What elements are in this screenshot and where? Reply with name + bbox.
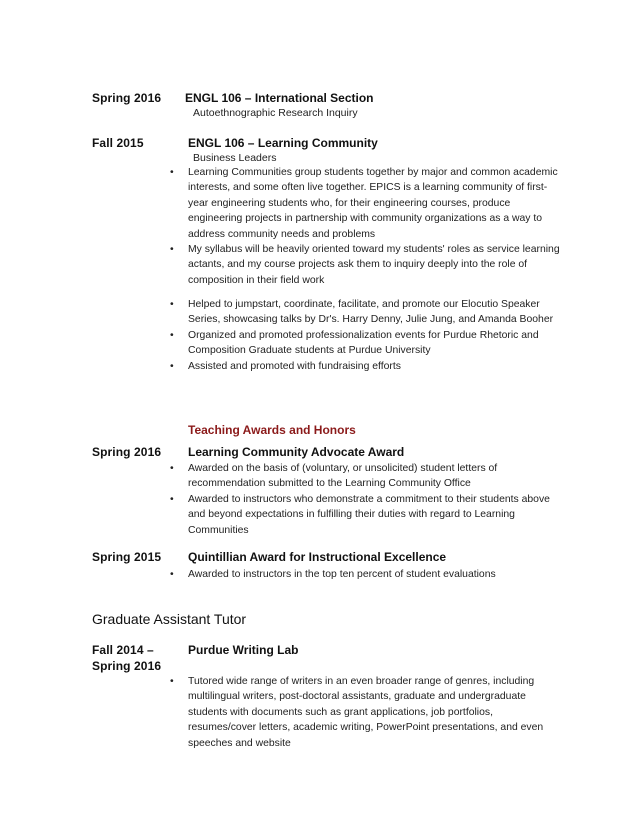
entry-subtitle: Business Leaders	[193, 152, 277, 164]
bullet-list	[170, 297, 560, 374]
entry-date: Spring 2016	[92, 91, 162, 105]
bullet-list	[170, 461, 560, 538]
list-item: • Awarded on the basis of (voluntary, or unsolicited) student letters of recommendation submitted to the Learning Community Office	[170, 461, 560, 492]
entry-title: ENGL 106 – Learning Community	[188, 136, 378, 150]
list-item: • Tutored wide range of writers in an even broader range of genres, including multilingual writers, post-doctoral assistants, graduate and undergraduate students with documents such as grant applications, job portfolios, resumes/cover letters, academic writing, PowerPoint presentations, and even speeches and website	[170, 674, 560, 751]
entry-date: Fall 2014 –	[92, 643, 154, 657]
list-item: • Helped to jumpstart, coordinate, facilitate, and promote our Elocutio Speaker Series, showcasing talks by Dr's. Harry Denny, Julie Jung, and Amanda Booher	[170, 297, 560, 328]
entry-date: Spring 2016	[92, 445, 162, 459]
entry-date: Spring 2016	[92, 659, 162, 673]
bullet-icon: •	[170, 299, 174, 310]
entry-date: Spring 2015	[92, 550, 162, 564]
section-heading: Graduate Assistant Tutor	[92, 611, 247, 627]
list-item: • Learning Communities group students together by major and common academic interests, and some often live together. EPICS is a learning community of first-year engineering students who, for their engineering courses, produce engineering projects in partnership with community organizations as a way to address community needs and problems	[170, 165, 560, 242]
list-item: • Assisted and promoted with fundraising efforts	[170, 359, 560, 374]
list-item: • Awarded to instructors who demonstrate a commitment to their students above and beyond expectations in fulfilling their duties with regard to Learning Communities	[170, 492, 560, 538]
list-item: • Awarded to instructors in the top ten percent of student evaluations	[170, 567, 560, 582]
entry-date: Fall 2015	[92, 136, 144, 150]
bullet-icon: •	[170, 463, 174, 474]
bullet-icon: •	[170, 493, 174, 505]
entry-title: ENGL 106 – International Section	[185, 91, 374, 105]
bullet-icon: •	[170, 244, 174, 256]
bullet-icon: •	[170, 676, 174, 687]
bullet-icon: •	[170, 329, 174, 341]
bullet-icon: •	[170, 569, 174, 580]
entry-title: Purdue Writing Lab	[188, 643, 299, 657]
bullet-icon: •	[170, 167, 174, 178]
list-item: • Organized and promoted professionalization events for Purdue Rhetoric and Composition Graduate students at Purdue University	[170, 328, 560, 359]
entry-subtitle: Autoethnographic Research Inquiry	[193, 107, 358, 119]
entry-title: Learning Community Advocate Award	[188, 445, 405, 459]
section-heading: Teaching Awards and Honors	[188, 423, 356, 437]
list-item: • My syllabus will be heavily oriented toward my students' roles as service learning actants, and my course projects ask them to inquiry deeply into the role of composition in their field work	[170, 242, 560, 288]
bullet-icon: •	[170, 360, 174, 372]
bullet-list	[170, 165, 560, 288]
bullet-list	[170, 567, 560, 582]
bullet-list	[170, 674, 560, 751]
entry-title: Quintillian Award for Instructional Excellence	[188, 550, 447, 564]
